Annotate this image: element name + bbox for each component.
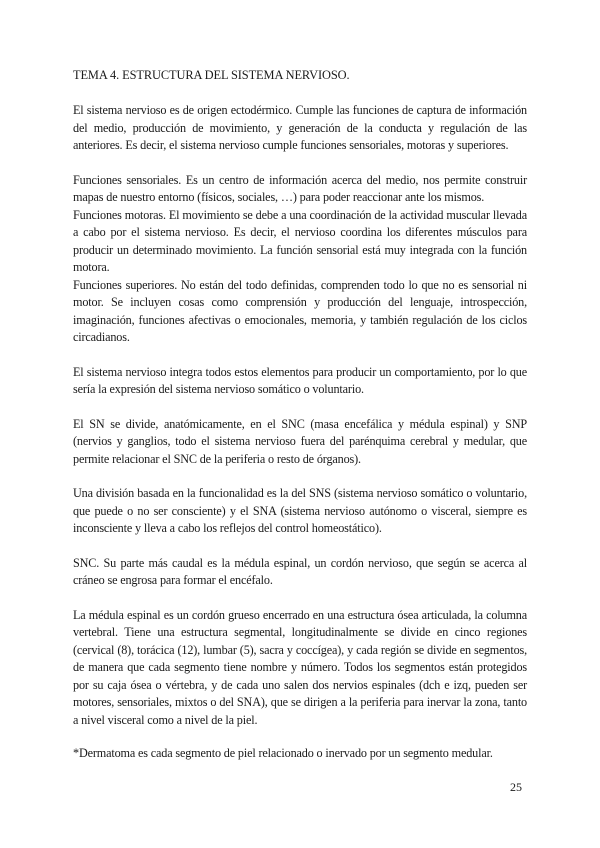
spacer <box>73 729 527 745</box>
paragraph-spinal-cord: La médula espinal es un cordón grueso encerrado en una estructura ósea articulada, la columna vertebral. Tiene una estructura segmental, longitudinalmente se divide en cinco regiones (cervical (8), torácica (12), lumbar (5), sacra y coccígea), y cada región se divide en segmentos, de manera que cada segmento tiene nombre y número. Todos los segmentos están protegidos por su caja ósea o vértebra, y de cada uno salen dos nervios espinales (dch e izq, pueden ser motores, sensoriales, mixtos o del SNA), que se dirigen a la periferia para inervar la zona, tanto a nivel visceral como a nivel de la piel. <box>73 607 527 727</box>
document-title: TEMA 4. ESTRUCTURA DEL SISTEMA NERVIOSO. <box>73 68 350 82</box>
paragraph-intro: El sistema nervioso es de origen ectodérmico. Cumple las funciones de captura de información del medio, producción de movimiento, y generación de la conducta y regulación de las anteriores. Es decir, el sistema nervioso cumple funciones sensoriales, motoras y superiores. <box>73 103 527 152</box>
paragraph-sensory-functions: Funciones sensoriales. Es un centro de información acerca del medio, nos permite construir mapas de nuestro entorno (físicos, sociales, …) para poder reaccionar ante los mismos. <box>73 172 527 204</box>
spacer <box>73 399 527 416</box>
paragraph-higher-functions: Funciones superiores. No están del todo definidas, comprenden todo lo que no es sensorial ni motor. Se incluyen cosas como comprensión y producción del lenguaje, introspección, imaginación, funciones afectivas o emocionales, memoria, y también regulación de los ciclos circadianos. <box>73 277 527 344</box>
spacer <box>73 468 527 485</box>
paragraph-dermatome-note: *Dermatoma es cada segmento de piel relacionado o inervado por un segmento medular. <box>73 746 493 760</box>
document-page <box>73 66 527 763</box>
paragraph-integration: El sistema nervioso integra todos estos elementos para producir un comportamiento, por lo que sería la expresión del sistema nervioso somático o voluntario. <box>73 364 527 396</box>
paragraph-anatomical-division: El SN se divide, anatómicamente, en el SNC (masa encefálica y médula espinal) y SNP (nervios y ganglios, todo el sistema nervioso fuera del parénquima cerebral y medular, que permite relacionar el SNC de la periferia o resto de órganos). <box>73 416 527 466</box>
spacer <box>73 590 527 607</box>
spacer <box>73 538 527 555</box>
spacer <box>73 85 527 102</box>
paragraph-motor-functions: Funciones motoras. El movimiento se debe a una coordinación de la actividad muscular llevada a cabo por el sistema nervioso. Es decir, el nervioso coordina los diferentes músculos para producir un determinado movimiento. La función sensorial está muy integrada con la función motora. <box>73 207 527 274</box>
spacer <box>73 155 527 172</box>
paragraph-snc: SNC. Su parte más caudal es la médula espinal, un cordón nervioso, que según se acerca al cráneo se engrosa para formar el encéfalo. <box>73 555 527 587</box>
page-number: 25 <box>510 780 522 794</box>
paragraph-functional-division: Una división basada en la funcionalidad es la del SNS (sistema nervioso somático o voluntario, que puede o no ser consciente) y el SNA (sistema nervioso autónomo o visceral, siempre es inconsciente y lleva a cabo los reflejos del control homeostático). <box>73 486 527 535</box>
spacer <box>73 347 527 364</box>
